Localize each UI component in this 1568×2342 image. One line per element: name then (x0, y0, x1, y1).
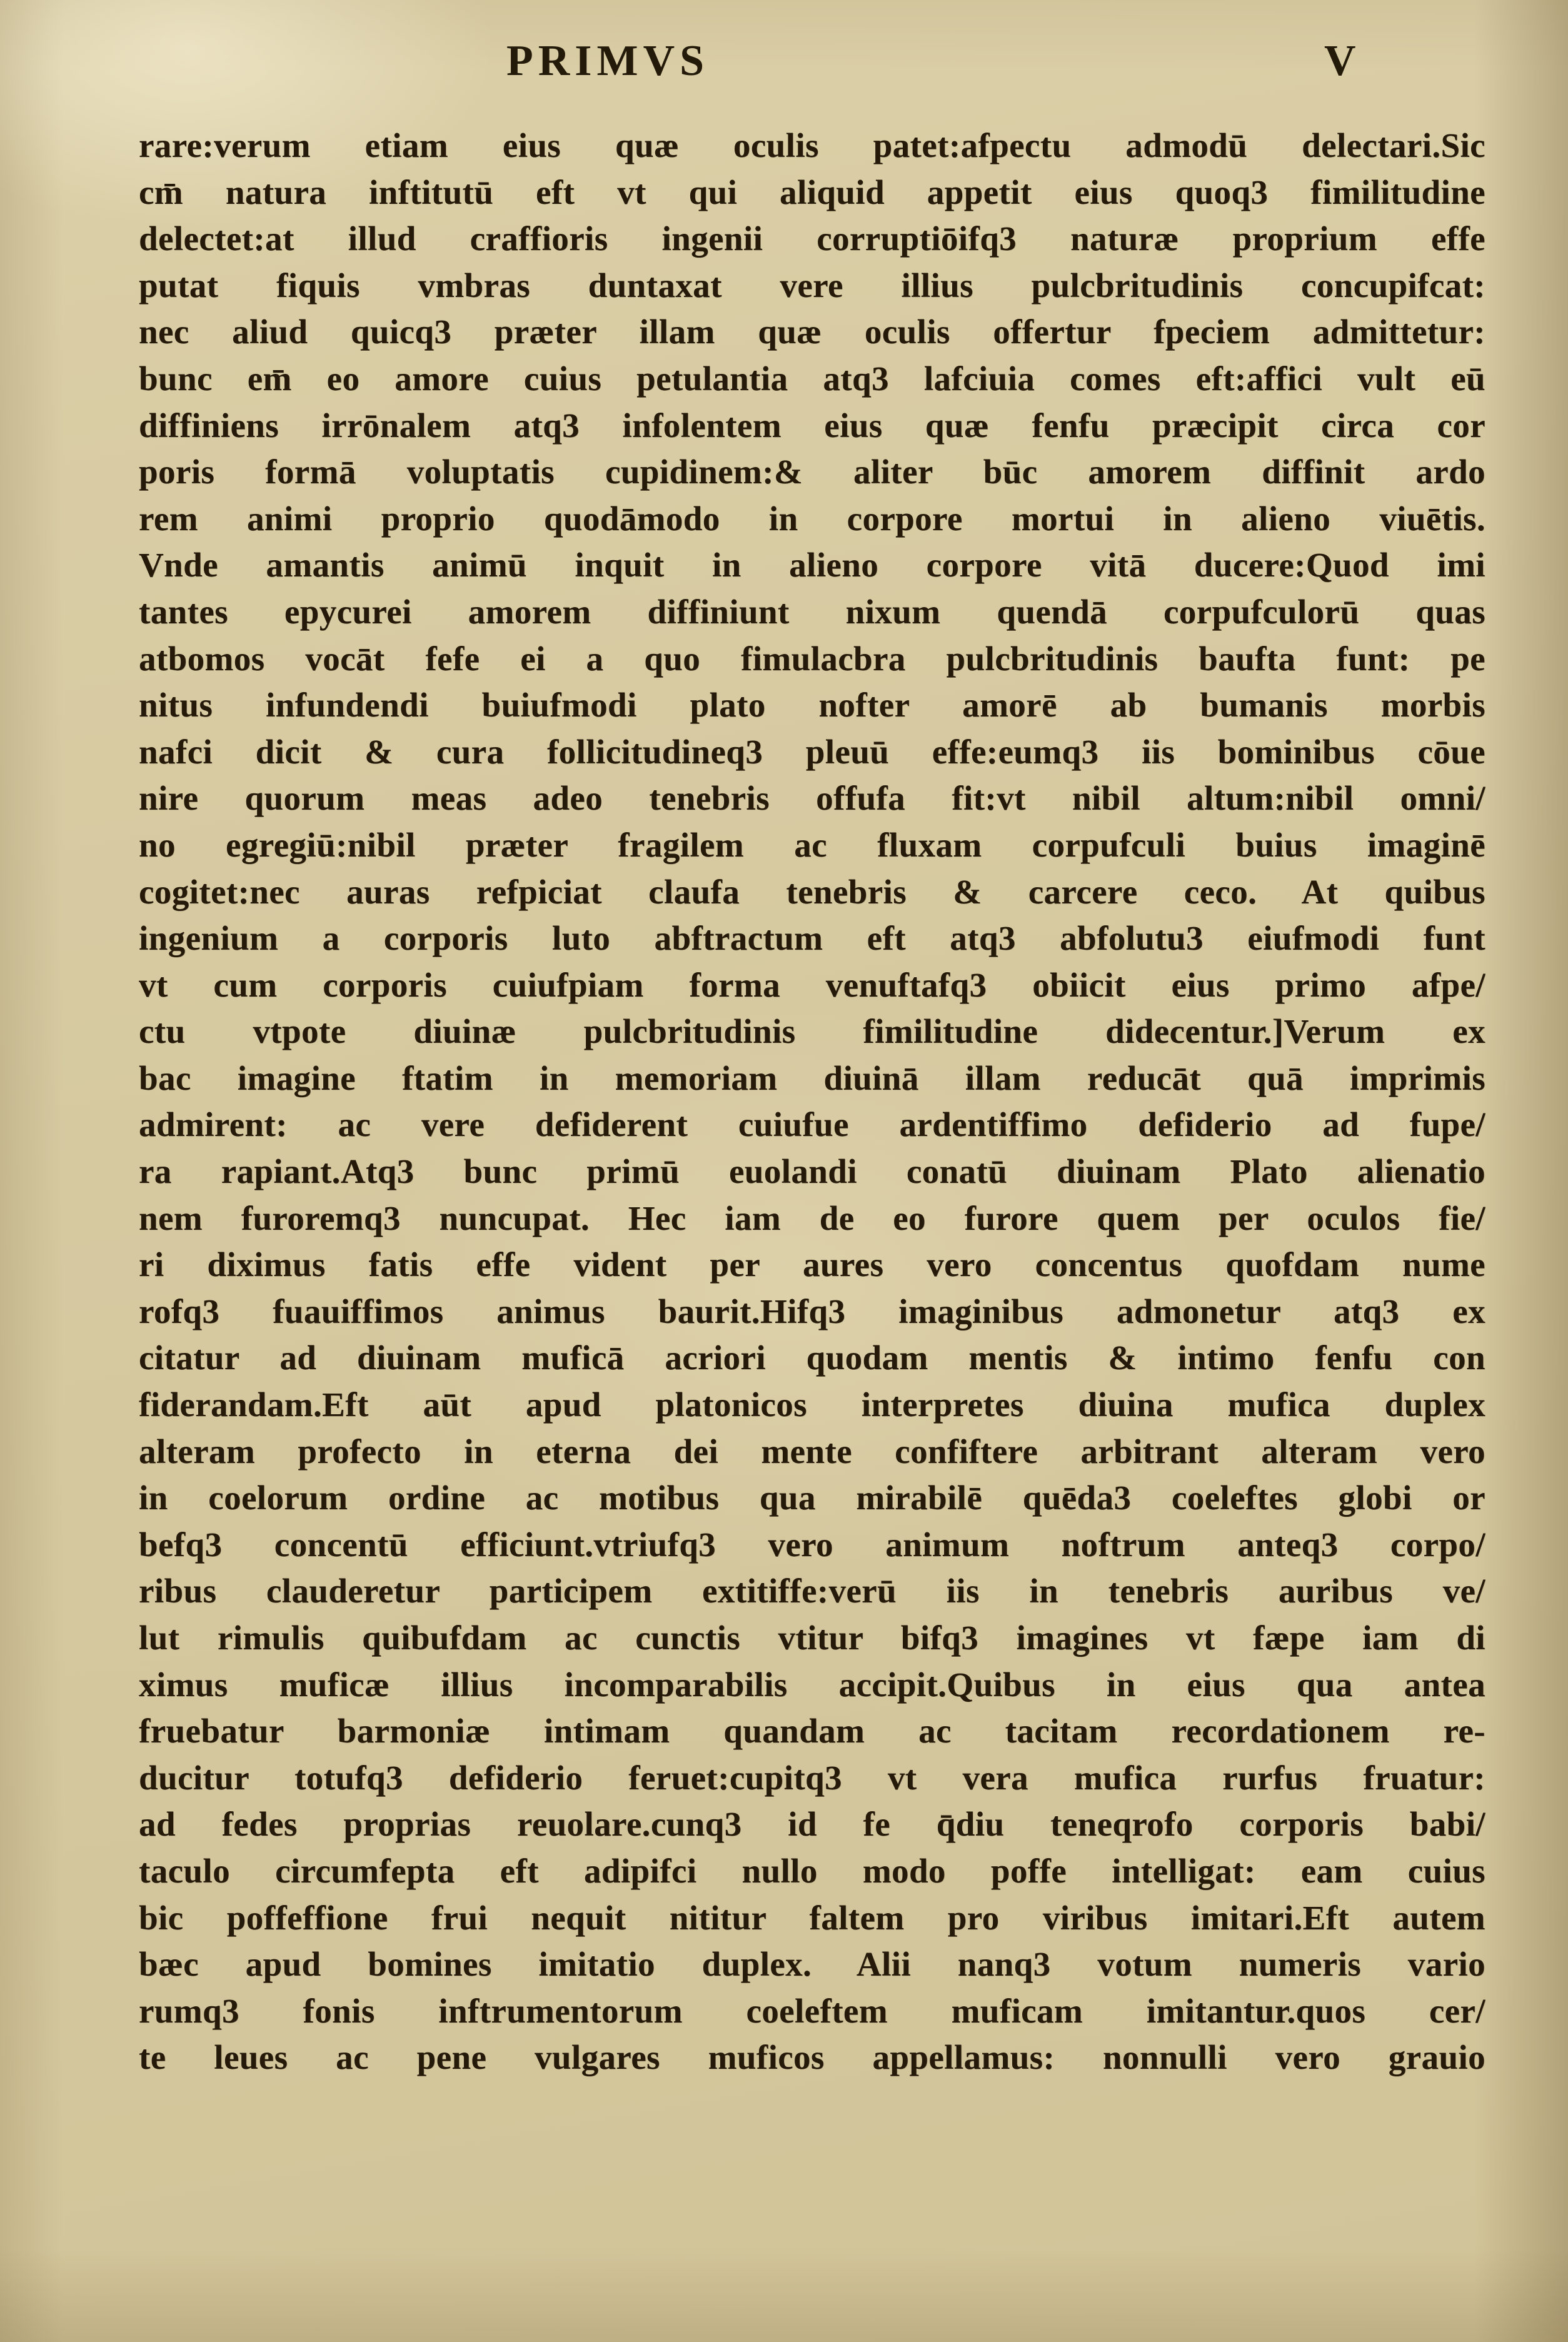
text-line: rare:verum etiam eius quæ oculis patet:afpectu admodū delectari.Sic (139, 126, 1485, 164)
text-line: lut rimulis quibufdam ac cunctis vtitur bifq3 imagines vt fæpe iam di (139, 1619, 1485, 1657)
text-line: putat fiquis vmbras duntaxat vere illius pulcbritudinis concupifcat: (139, 266, 1485, 304)
text-line: bunc em̄ eo amore cuius petulantia atq3 lafciuia comes eft:affici vult eū (139, 359, 1485, 398)
text-line: fruebatur barmoniæ intimam quandam ac tacitam recordationem re- (139, 1712, 1485, 1751)
text-line: rem animi proprio quodāmodo in corpore mortui in alieno viuētis. (139, 499, 1485, 538)
text-line: admirent: ac vere defiderent cuiufue ardentiffimo defiderio ad fupe/ (139, 1105, 1485, 1144)
text-line: tantes epycurei amorem diffiniunt nixum quendā corpufculorū quas (139, 592, 1485, 631)
text-line: cogitet:nec auras refpiciat claufa tenebris & carcere ceco. At quibus (139, 872, 1485, 911)
text-line: no egregiū:nibil præter fragilem ac fluxam corpufculi buius imaginē (139, 825, 1485, 864)
text-block (139, 123, 1485, 2081)
text-line: rumq3 fonis inftrumentorum coeleftem muficam imitantur.quos cer/ (139, 1991, 1485, 2030)
running-head-title: PRIMVS (506, 37, 710, 85)
text-line: alteram profecto in eterna dei mente confiftere arbitrant alteram vero (139, 1432, 1485, 1470)
text-line: Vnde amantis animū inquit in alieno corpore vitā ducere:Quod imi (139, 546, 1485, 585)
text-line: atbomos vocāt fefe ei a quo fimulacbra pulcbritudinis baufta funt: pe (139, 639, 1485, 678)
text-line: vt cum corporis cuiufpiam forma venuftafq3 obiicit eius primo afpe/ (139, 965, 1485, 1004)
text-line: rofq3 fuauiffimos animus baurit.Hifq3 imaginibus admonetur atq3 ex (139, 1292, 1485, 1330)
text-line: citatur ad diuinam muficā acriori quodam mentis & intimo fenfu con (139, 1339, 1485, 1377)
text-line: fiderandam.Eft aūt apud platonicos interpretes diuina mufica duplex (139, 1385, 1485, 1424)
text-line: ximus muficæ illius incomparabilis accipit.Quibus in eius qua antea (139, 1665, 1485, 1704)
running-head (0, 36, 1568, 93)
text-line: ingenium a corporis luto abftractum eft atq3 abfolutu3 eiufmodi funt (139, 919, 1485, 958)
text-line: ducitur totufq3 defiderio feruet:cupitq3 vt vera mufica rurfus fruatur: (139, 1758, 1485, 1797)
text-line: ri diximus fatis effe vident per aures vero concentus quofdam nume (139, 1245, 1485, 1284)
text-line: bæc apud bomines imitatio duplex. Alii nanq3 votum numeris vario (139, 1945, 1485, 1984)
text-line: poris formā voluptatis cupidinem:& aliter būc amorem diffinit ardo (139, 453, 1485, 491)
text-line: nec aliud quicq3 præter illam quæ oculis offertur fpeciem admittetur: (139, 313, 1485, 351)
text-line: nire quorum meas adeo tenebris offufa fit:vt nibil altum:nibil omni/ (139, 779, 1485, 818)
text-line: ad fedes proprias reuolare.cunq3 id fe q̄diu teneqrofo corporis babi/ (139, 1805, 1485, 1844)
folio-number: V (1324, 37, 1356, 85)
text-line: ctu vtpote diuinæ pulcbritudinis fimilitudine didecentur.]Verum ex (139, 1012, 1485, 1051)
text-line: delectet:at illud craffioris ingenii corruptiōifq3 naturæ proprium effe (139, 219, 1485, 258)
text-line: taculo circumfepta eft adipifci nullo modo poffe intelligat: eam cuius (139, 1851, 1485, 1890)
text-line: ribus clauderetur participem extitiffe:verū iis in tenebris auribus ve/ (139, 1572, 1485, 1611)
text-line: bic poffeffione frui nequit nititur faltem pro viribus imitari.Eft autem (139, 1898, 1485, 1937)
text-line: bac imagine ftatim in memoriam diuinā illam reducāt quā imprimis (139, 1058, 1485, 1097)
text-line: te leues ac pene vulgares muficos appellamus: nonnulli vero grauio (139, 2038, 1485, 2077)
text-line: nitus infundendi buiufmodi plato nofter amorē ab bumanis morbis (139, 686, 1485, 725)
text-line: ra rapiant.Atq3 bunc primū euolandi conatū diuinam Plato alienatio (139, 1152, 1485, 1191)
text-line: in coelorum ordine ac motibus qua mirabilē quēda3 coeleftes globi or (139, 1479, 1485, 1517)
text-line: cm̄ natura inftitutū eft vt qui aliquid appetit eius quoq3 fimilitudine (139, 173, 1485, 211)
text-line: befq3 concentū efficiunt.vtriufq3 vero animum noftrum anteq3 corpo/ (139, 1525, 1485, 1564)
text-line: nem furoremq3 nuncupat. Hec iam de eo furore quem per oculos fie/ (139, 1199, 1485, 1237)
text-line: diffiniens irrōnalem atq3 infolentem eius quæ fenfu præcipit circa cor (139, 406, 1485, 445)
text-line: nafci dicit & cura follicitudineq3 pleuū effe:eumq3 iis bominibus cōue (139, 732, 1485, 771)
